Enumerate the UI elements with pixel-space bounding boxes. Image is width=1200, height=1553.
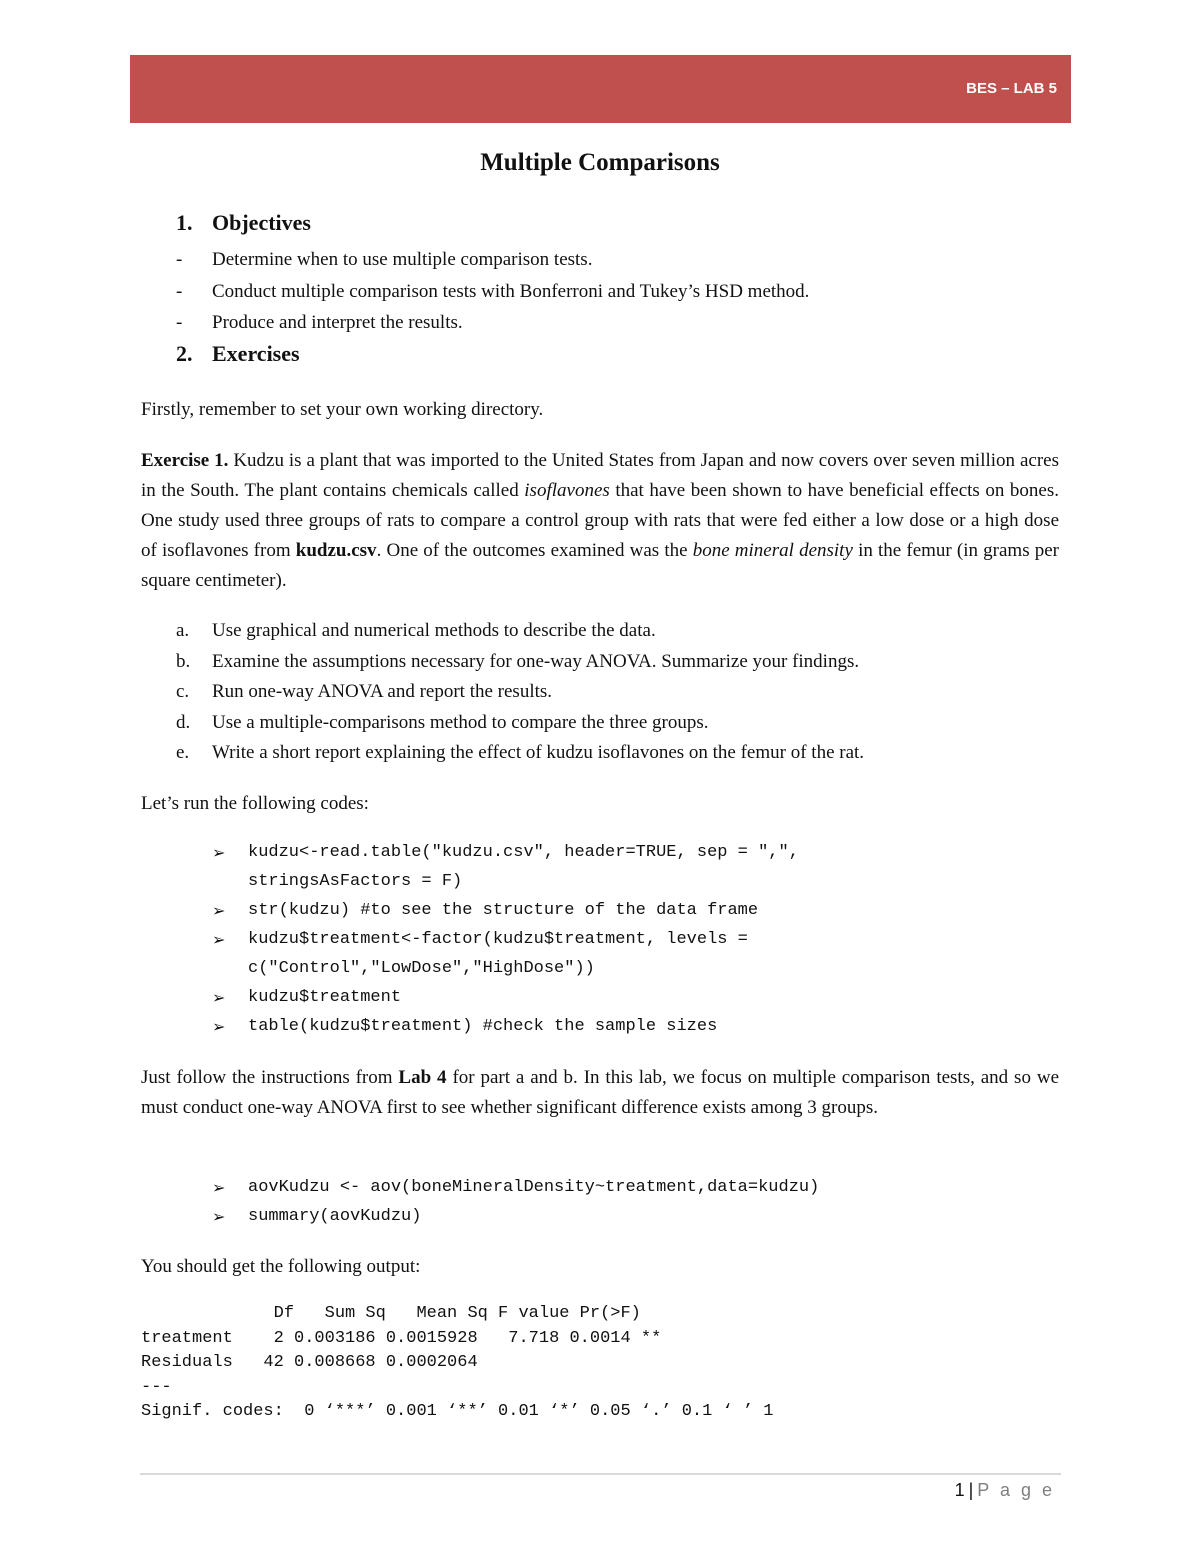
follow-paragraph: Just follow the instructions from Lab 4 for part a and b. In this lab, we focus on multiple comparison tests, and so we must conduct one-way ANOVA first to see whether significant difference exists among 3 groups. <box>141 1067 1059 1118</box>
list-item: - Conduct multiple comparison tests with Bonferroni and Tukey’s HSD method. <box>176 280 810 302</box>
output-line: Df Sum Sq Mean Sq F value Pr(>F) <box>141 1304 641 1323</box>
section-heading-objectives <box>176 210 311 236</box>
arrow-bullet-icon: ➢ <box>212 1207 226 1226</box>
output-line: Signif. codes: 0 ‘***’ 0.001 ‘**’ 0.01 ‘*’ 0.05 ‘.’ 0.1 ‘ ’ 1 <box>141 1402 774 1421</box>
file-name: kudzu.csv <box>295 540 377 561</box>
run-codes-label: Let’s run the following codes: <box>141 793 369 814</box>
arrow-bullet-icon: ➢ <box>212 930 226 949</box>
output-line: treatment 2 0.003186 0.0015928 7.718 0.0014 ** <box>141 1328 662 1348</box>
arrow-bullet-icon: ➢ <box>212 1178 226 1197</box>
code-line: ➢ kudzu$treatment <box>212 983 948 1012</box>
output-line: --- <box>141 1377 172 1397</box>
section-title: Exercises <box>212 341 300 366</box>
arrow-bullet-icon: ➢ <box>212 901 226 920</box>
intro-paragraph: Firstly, remember to set your own working directory. <box>141 399 544 420</box>
lab-reference: Lab 4 <box>398 1067 447 1088</box>
arrow-bullet-icon: ➢ <box>212 843 226 862</box>
page-label: P a g e <box>977 1480 1055 1500</box>
anova-output <box>141 1302 774 1425</box>
code-line: ➢ aovKudzu <- aov(boneMineralDensity~treatment,data=kudzu) <box>212 1173 948 1202</box>
output-label: You should get the following output: <box>141 1256 421 1277</box>
task-list <box>176 617 864 770</box>
list-item: c. Run one-way ANOVA and report the results. <box>176 681 553 702</box>
code-block-2 <box>212 1173 948 1231</box>
term-isoflavones: isoflavones <box>524 480 610 501</box>
page-footer <box>955 1480 1055 1501</box>
code-line: ➢ kudzu<-read.table("kudzu.csv", header=TRUE, sep = ",", stringsAsFactors = F) <box>212 838 948 896</box>
arrow-bullet-icon: ➢ <box>212 1017 226 1036</box>
term-bone-density: bone mineral density <box>692 540 853 561</box>
list-item: b. Examine the assumptions necessary for one-way ANOVA. Summarize your findings. <box>176 650 860 672</box>
section-heading-exercises <box>176 341 300 367</box>
code-line: ➢ table(kudzu$treatment) #check the sample sizes <box>212 1012 948 1041</box>
list-item: - Produce and interpret the results. <box>176 312 463 333</box>
page-number: 1 <box>954 1480 965 1500</box>
code-line: ➢ kudzu$treatment<-factor(kudzu$treatment, levels = c("Control","LowDose","HighDose")) <box>212 925 948 983</box>
list-item: a. Use graphical and numerical methods to describe the data. <box>176 620 656 641</box>
exercise-paragraph: Exercise 1. Kudzu is a plant that was imported to the United States from Japan and now covers over seven million acres in the South. The plant contains chemicals called isoflavones that have been shown to have beneficial effects on bones. One study used three groups of rats to compare a control group with rats that were fed either a low dose or a high dose of isoflavones from kudzu.csv. One of the outcomes examined was the bone mineral density in the femur (in grams per square centimeter). <box>141 450 1060 591</box>
exercise-label: Exercise 1. <box>141 450 229 471</box>
objectives-list <box>176 246 809 341</box>
header-band <box>130 55 1071 123</box>
code-line: ➢ summary(aovKudzu) <box>212 1202 948 1231</box>
code-line: ➢ str(kudzu) #to see the structure of the data frame <box>212 896 948 925</box>
list-item: - Determine when to use multiple comparison tests. <box>176 249 593 270</box>
output-line: Residuals 42 0.008668 0.0002064 <box>141 1353 478 1372</box>
section-number: 1. <box>176 210 193 235</box>
code-block-1 <box>212 838 948 1041</box>
header-text: BES – LAB 5 <box>966 80 1057 97</box>
footer-divider <box>140 1473 1061 1475</box>
list-item: d. Use a multiple-comparisons method to compare the three groups. <box>176 711 709 733</box>
section-title: Objectives <box>212 210 311 235</box>
page-title: Multiple Comparisons <box>480 149 720 176</box>
footer-separator: | <box>968 1480 974 1500</box>
section-number: 2. <box>176 341 193 366</box>
list-item: e. Write a short report explaining the effect of kudzu isoflavones on the femur of the rat. <box>176 742 865 763</box>
arrow-bullet-icon: ➢ <box>212 988 226 1007</box>
